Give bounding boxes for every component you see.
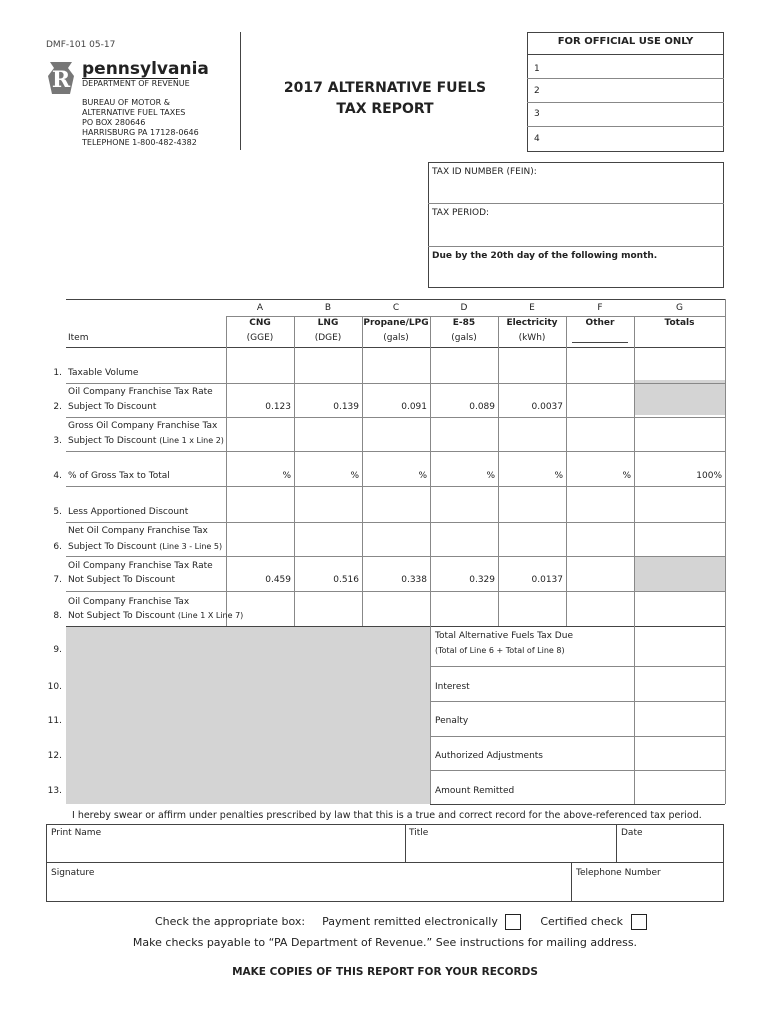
line-8-tax-inputs[interactable]	[227, 593, 724, 625]
title-label: Title	[409, 828, 429, 838]
col-unit-lng: (DGE)	[314, 333, 342, 343]
svg-text:R: R	[51, 67, 71, 93]
certified-check-label: Certified check	[540, 915, 624, 928]
line-num-7: 7.	[53, 575, 62, 585]
line-10-amount-field[interactable]	[636, 668, 724, 700]
line-11-label: Penalty	[435, 716, 469, 726]
line-num-6: 6.	[53, 542, 62, 552]
agency-address: BUREAU OF MOTOR & ALTERNATIVE FUEL TAXES PO BOX 280646 HARRISBURG PA 17128-0646 TELEPHONE 1-800-482-4382	[82, 98, 199, 147]
electronic-payment-label: Payment remitted electronically	[322, 915, 498, 928]
official-use-heading: FOR OFFICIAL USE ONLY	[557, 36, 694, 47]
col-name-other: Other	[585, 318, 615, 328]
line-4-pct-propane: %	[418, 471, 427, 481]
line-9-note: (Total of Line 6 + Total of Line 8)	[435, 646, 565, 655]
form-title: 2017 ALTERNATIVE FUELS TAX REPORT	[283, 80, 487, 117]
line-1-volume-inputs[interactable]	[227, 349, 724, 382]
col-letter-c: C	[392, 303, 400, 313]
col-unit-e85: (gals)	[451, 333, 477, 343]
telephone-field[interactable]	[573, 880, 722, 900]
taxpayer-info-box	[428, 162, 724, 288]
col-name-electricity: Electricity	[506, 318, 558, 328]
col-letter-e: E	[529, 303, 535, 313]
col-letter-f: F	[597, 303, 603, 313]
official-row-1: 1	[534, 64, 540, 74]
line-4-label: % of Gross Tax to Total	[68, 471, 170, 481]
line-6-label-a: Net Oil Company Franchise Tax	[68, 526, 208, 536]
line-num-4: 4.	[53, 471, 62, 481]
line-4-pct-e85: %	[486, 471, 495, 481]
oath-statement: I hereby swear or affirm under penalties prescribed by law that this is a true and correct record for the above-referenced tax period.	[72, 810, 702, 821]
line-1-label: Taxable Volume	[68, 368, 139, 378]
line-5-label: Less Apportioned Discount	[68, 507, 189, 517]
line-7-rate-electricity: 0.0137	[531, 575, 563, 585]
line-num-12: 12.	[47, 751, 62, 761]
line-12-label: Authorized Adjustments	[435, 751, 543, 761]
payment-method-row	[155, 914, 647, 930]
certified-check-checkbox[interactable]	[631, 914, 647, 930]
tax-period-label: TAX PERIOD:	[432, 208, 490, 218]
date-label: Date	[621, 828, 643, 838]
line-num-8: 8.	[53, 611, 62, 621]
line-6-net-tax-inputs[interactable]	[227, 524, 724, 555]
line-5-discount-inputs[interactable]	[227, 488, 724, 521]
line-6-label-b: Subject To Discount (Line 3 - Line 5)	[68, 542, 223, 552]
col-unit-electricity: (kWh)	[518, 333, 546, 343]
due-note: Due by the 20th day of the following month.	[432, 251, 658, 261]
line-num-13: 13.	[47, 786, 62, 796]
col-name-cng: CNG	[249, 318, 271, 328]
line-7-rate-cng: 0.459	[265, 575, 291, 585]
col-name-e85: E-85	[452, 318, 476, 328]
footer-note: MAKE COPIES OF THIS REPORT FOR YOUR RECORDS	[232, 966, 538, 978]
line-11-amount-field[interactable]	[636, 703, 724, 735]
line-num-1: 1.	[53, 368, 62, 378]
agency-state: pennsylvania	[82, 59, 209, 79]
line-7-rate-propane: 0.338	[401, 575, 427, 585]
col-name-lng: LNG	[317, 318, 339, 328]
col-name-propane: Propane/LPG	[363, 318, 429, 328]
line-num-11: 11.	[47, 716, 62, 726]
item-header: Item	[68, 333, 89, 343]
print-name-field[interactable]	[48, 841, 403, 861]
col-unit-propane: (gals)	[383, 333, 409, 343]
col-letter-b: B	[324, 303, 332, 313]
signature-label: Signature	[51, 868, 95, 878]
col-name-totals: Totals	[664, 318, 695, 328]
agency-department: DEPARTMENT OF REVENUE	[82, 79, 190, 88]
line-7-rate-e85: 0.329	[469, 575, 495, 585]
title-field[interactable]	[407, 841, 614, 861]
line-2-label-b: Subject To Discount	[68, 402, 157, 412]
form-code: DMF-101 05-17	[46, 40, 116, 50]
shaded-summary-area	[66, 627, 430, 804]
shaded-cell-line2-totals	[635, 380, 725, 415]
col-unit-cng: (GGE)	[246, 333, 274, 343]
line-2-rate-cng: 0.123	[265, 402, 291, 412]
line-3-label-b: Subject To Discount (Line 1 x Line 2)	[68, 436, 224, 446]
signature-field[interactable]	[48, 880, 568, 900]
tax-id-label: TAX ID NUMBER (FEIN):	[432, 167, 537, 177]
line-num-9: 9.	[53, 645, 62, 655]
payment-instruction: Check the appropriate box:	[155, 915, 306, 928]
line-4-pct-lng: %	[350, 471, 359, 481]
line-2-rate-e85: 0.089	[469, 402, 495, 412]
line-3-label-a: Gross Oil Company Franchise Tax	[68, 421, 218, 431]
shaded-cell-line7-totals	[635, 556, 725, 591]
telephone-label: Telephone Number	[576, 868, 661, 878]
line-13-amount-field[interactable]	[636, 772, 724, 803]
electronic-payment-checkbox[interactable]	[505, 914, 521, 930]
line-4-pct-total: 100%	[696, 471, 722, 481]
line-13-label: Amount Remitted	[435, 786, 515, 796]
line-num-10: 10.	[47, 682, 62, 692]
line-8-label-b: Not Subject To Discount (Line 1 X Line 7)	[68, 611, 244, 621]
keystone-logo-icon	[46, 60, 76, 96]
line-num-2: 2.	[53, 402, 62, 412]
other-fuel-name-field[interactable]	[572, 342, 628, 343]
line-num-5: 5.	[53, 507, 62, 517]
line-12-amount-field[interactable]	[636, 738, 724, 769]
official-row-2: 2	[534, 86, 540, 96]
tax-period-field[interactable]	[498, 205, 718, 221]
line-8-label-a: Oil Company Franchise Tax	[68, 597, 190, 607]
line-7-rate-lng: 0.516	[333, 575, 359, 585]
line-4-pct-other: %	[622, 471, 631, 481]
official-row-4: 4	[534, 134, 540, 144]
line-2-rate-lng: 0.139	[333, 402, 359, 412]
line-9-amount-field[interactable]	[636, 628, 724, 665]
line-9-label: Total Alternative Fuels Tax Due	[435, 631, 573, 641]
line-2-rate-propane: 0.091	[401, 402, 427, 412]
official-use-box	[527, 32, 724, 152]
date-field[interactable]	[618, 841, 722, 861]
print-name-label: Print Name	[51, 828, 102, 838]
col-letter-d: D	[460, 303, 468, 313]
line-4-pct-electricity: %	[554, 471, 563, 481]
line-7-label-a: Oil Company Franchise Tax Rate	[68, 561, 213, 571]
line-2-label-a: Oil Company Franchise Tax Rate	[68, 387, 213, 397]
official-row-3: 3	[534, 109, 540, 119]
line-10-label: Interest	[435, 682, 470, 692]
line-num-3: 3.	[53, 436, 62, 446]
payable-note: Make checks payable to “PA Department of Revenue.” See instructions for mailing address.	[132, 936, 638, 949]
line-7-label-b: Not Subject To Discount	[68, 575, 175, 585]
line-2-rate-electricity: 0.0037	[531, 402, 563, 412]
line-3-tax-inputs[interactable]	[227, 419, 724, 450]
col-letter-g: G	[676, 303, 683, 313]
tax-id-field[interactable]	[548, 164, 718, 180]
line-4-pct-cng: %	[282, 471, 291, 481]
col-letter-a: A	[256, 303, 264, 313]
